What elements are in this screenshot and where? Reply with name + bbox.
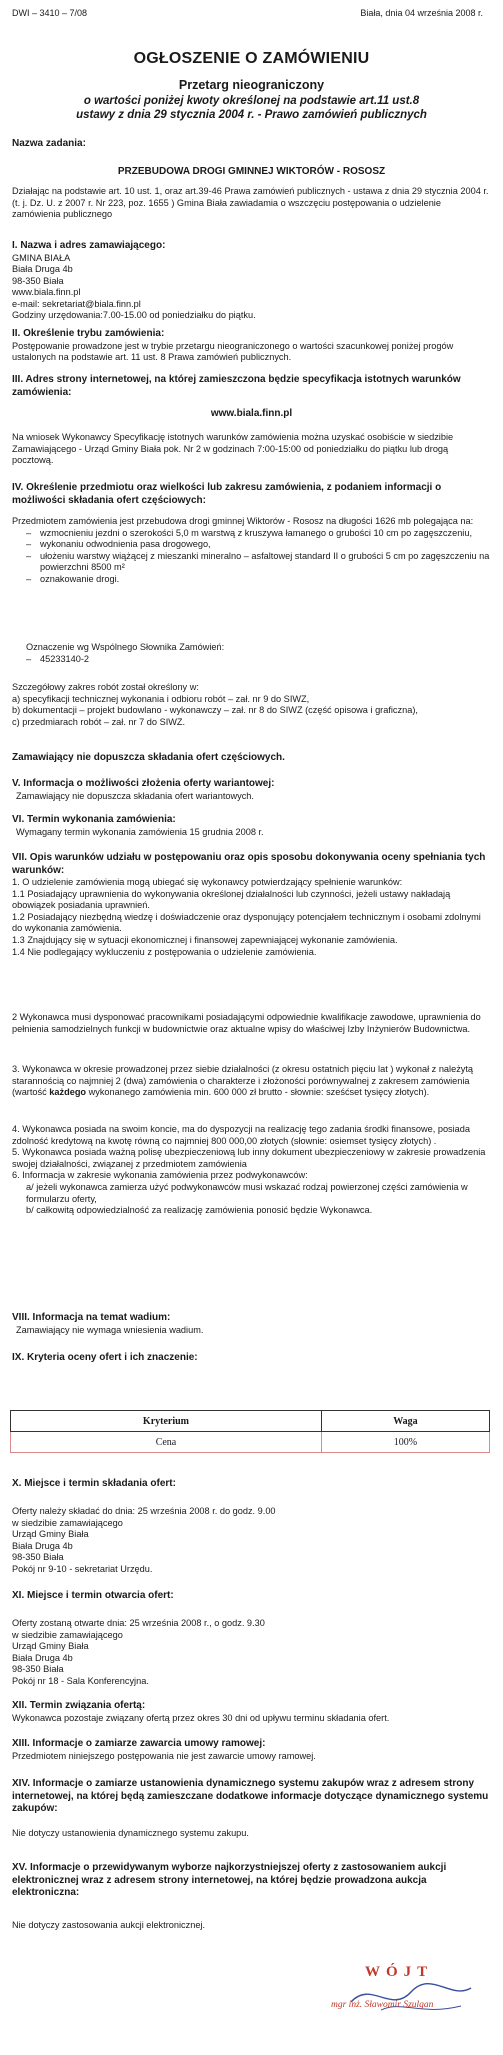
spec-url: www.biala.finn.pl bbox=[210, 408, 293, 419]
opening-street: Biała Druga 4b bbox=[12, 1652, 73, 1663]
section-4-body bbox=[12, 516, 491, 586]
legal-basis-line-1: o wartości poniżej kwoty określonej na podstawie art.11 ust.8 bbox=[83, 95, 420, 107]
section-5-text: Zamawiający nie dopuszcza składania ofert wariantowych. bbox=[16, 790, 254, 801]
opening-city: 98-350 Biała bbox=[12, 1664, 64, 1675]
section-11 bbox=[12, 1590, 491, 1603]
official-name: mgr inż. Sławomir Szulgan bbox=[331, 2000, 434, 2010]
section-14-heading: XIV. Informacje o zamiarze ustanowienia dynamicznego systemu zakupów wraz z adresem strony internetowej, na której będą zamieszczane dodatkowe informacje dotyczące dynamicznego systemu zakupów: bbox=[12, 1778, 489, 1814]
scope-item: – oznakowanie drogi. bbox=[26, 574, 491, 586]
condition-3-text-a: 3. Wykonawca w okresie prowadzonej przez siebie działalności (z okresu ostatnich pięciu lat ) wykonał z należytą starannością co najmniej 2 (dwa) zamówienia o charakterze i złożoności porównywalnej z zakresem zamówienia (wartość bbox=[12, 1064, 474, 1098]
cpv-code: – 45233140-2 bbox=[26, 654, 491, 666]
section-11-body bbox=[12, 1618, 491, 1688]
condition-1-1: 1.1 Posiadający uprawnienia do wykonywania określonej działalności lub czynności, jeżeli ustawy nakładają obowiązek posiadania uprawnień. bbox=[12, 888, 451, 911]
section-2-text: Postępowanie prowadzone jest w trybie przetargu nieograniczonego o wartości szacunkowej poniżej progów ustalonych na podstawie art. 11 ust. 8 Prawa zamówień publicznych. bbox=[12, 340, 454, 363]
legal-basis-line-2: ustawy z dnia 29 stycznia 2004 r. - Prawo zamówień publicznych bbox=[76, 109, 427, 121]
task-section bbox=[12, 138, 491, 151]
section-5-heading: V. Informacja o możliwości złożenia oferty wariantowej: bbox=[12, 778, 275, 789]
section-15-text: Nie dotyczy zastosowania aukcji elektronicznej. bbox=[12, 1920, 206, 1930]
document-header bbox=[12, 8, 491, 22]
scope-intro: Przedmiotem zamówienia jest przebudowa drogi gminnej Wiktorów - Rososz na długości 1626 mb polegająca na: bbox=[12, 516, 474, 526]
section-10 bbox=[12, 1478, 491, 1491]
section-3-heading: III. Adres strony internetowej, na której zamieszczona będzie specyfikacja istotnych warunków zamówienia: bbox=[12, 374, 461, 398]
criteria-cell: Cena bbox=[11, 1432, 322, 1453]
weight-column-header: Waga bbox=[321, 1411, 489, 1432]
condition-6-b: b/ całkowitą odpowiedzialność za realizację zamówienia ponosić będzie Wykonawca. bbox=[26, 1205, 373, 1216]
section-2-heading: II. Określenie trybu zamówienia: bbox=[12, 328, 165, 339]
section-9-heading: IX. Kryteria oceny ofert i ich znaczenie: bbox=[12, 1352, 198, 1363]
condition-6-a: a/ jeżeli wykonawca zamierza użyć podwykonawców musi wskazać rodzaj powierzonej części zamówienia w formularzu oferty, bbox=[26, 1181, 468, 1204]
contractor-street: Biała Druga 4b bbox=[12, 264, 73, 275]
document-reference: DWI – 3410 – 7/08 bbox=[12, 8, 88, 18]
condition-4-6 bbox=[12, 1124, 491, 1217]
scope-item: – ułożeniu warstwy wiążącej z mieszanki mineralno – asfaltowej standard II o grubości 5 cm po zagęszczeniu na powierzchni 8500 m² bbox=[26, 551, 491, 574]
condition-4: 4. Wykonawca posiada na swoim koncie, ma do dyspozycji na realizację tego zadania środki finansowe, posiada zdolność kredytową na kwotę równą co najmniej 800 000,00 złotych (słownie: osiemset tysięcy złotych) . bbox=[12, 1124, 471, 1146]
section-6-heading: VI. Termin wykonania zamówienia: bbox=[12, 814, 176, 825]
section-12-heading: XII. Termin związania ofertą: bbox=[12, 1700, 146, 1711]
no-partial-offers: Zamawiający nie dopuszcza składania ofert częściowych. bbox=[12, 752, 285, 763]
offer-office: Urząd Gminy Biała bbox=[12, 1529, 89, 1540]
scope-item: – wykonaniu odwodnienia pasa drogowego, bbox=[26, 539, 491, 551]
condition-1-4: 1.4 Nie podlegający wykluczeniu z postępowania o udzielenie zamówienia. bbox=[12, 946, 317, 957]
cpv-label: Oznaczenie wg Wspólnego Słownika Zamówień: bbox=[26, 642, 225, 652]
cpv-list bbox=[12, 654, 491, 666]
scope-list bbox=[12, 528, 491, 586]
opening-place: w siedzibie zamawiającego bbox=[12, 1629, 123, 1640]
detail-item: a) specyfikacji technicznej wykonania i odbioru robót – zał. nr 9 do SIWZ, bbox=[12, 693, 310, 704]
section-13-heading: XIII. Informacje o zamiarze zawarcia umowy ramowej: bbox=[12, 1738, 266, 1749]
offer-deadline: Oferty należy składać do dnia: 25 września 2008 r. do godz. 9.00 bbox=[12, 1506, 276, 1516]
opening-date: Oferty zostaną otwarte dnia: 25 września 2008 r., o godz. 9.30 bbox=[12, 1618, 265, 1628]
section-1-heading: I. Nazwa i adres zamawiającego: bbox=[12, 240, 166, 251]
offer-city: 98-350 Biała bbox=[12, 1552, 64, 1563]
document-legal-basis bbox=[12, 94, 491, 122]
detail-intro: Szczegółowy zakres robót został określony w: bbox=[12, 682, 199, 692]
condition-6: 6. Informacja w zakresie wykonania zamówienia przez podwykonawców: bbox=[12, 1170, 308, 1181]
section-6 bbox=[12, 814, 491, 838]
task-name: PRZEBUDOWA DROGI GMINNEJ WIKTORÓW - ROSOSZ bbox=[117, 166, 386, 177]
section-15 bbox=[12, 1862, 491, 1900]
section-7-heading: VII. Opis warunków udziału w postępowaniu oraz opis sposobu dokonywania oceny spełniania tych warunków: bbox=[12, 852, 486, 876]
section-1 bbox=[12, 240, 491, 322]
condition-3-emphasis: każdego bbox=[49, 1087, 87, 1098]
signature-block bbox=[311, 1960, 481, 2030]
section-3-text: Na wniosek Wykonawcy Specyfikację istotnych warunków zamówienia można uzyskać osobiście w siedzibie Zamawiającego - Urząd Gminy Biała pok. Nr 2 w godzinach 7:00-15:00 od poniedziałku do piątku lub drogą pocztową. bbox=[12, 432, 454, 466]
task-intro: Działając na podstawie art. 10 ust. 1, oraz art.39-46 Prawa zamówień publicznych - ustawa z dnia 29 stycznia 2004 r.(t. j. Dz. U. z 2007 r. Nr 223, poz. 1655 ) Gmina Biała zawiadamia o wszczęciu postępowania o udzielenie zamówienia publicznego bbox=[12, 186, 489, 220]
section-8-heading: VIII. Informacja na temat wadium: bbox=[12, 1312, 171, 1323]
section-9 bbox=[12, 1352, 491, 1365]
section-6-text: Wymagany termin wykonania zamówienia 15 grudnia 2008 r. bbox=[16, 826, 264, 837]
stamp-title: WÓJT bbox=[365, 1964, 434, 1980]
section-14-text: Nie dotyczy ustanowienia dynamicznego systemu zakupu. bbox=[12, 1828, 249, 1838]
contractor-hours: Godziny urzędowania:7.00-15.00 od poniedziałku do piątku. bbox=[12, 310, 256, 321]
contractor-email: e-mail: sekretariat@biala.finn.pl bbox=[12, 298, 141, 309]
table-row bbox=[11, 1432, 490, 1453]
detail-block bbox=[12, 682, 491, 728]
detail-item: c) przedmiarach robót – zał. nr 7 do SIWZ. bbox=[12, 716, 186, 727]
document-subtitle: Przetarg nieograniczony bbox=[178, 78, 325, 92]
condition-1: 1. O udzielenie zamówienia mogą ubiegać się wykonawcy potwierdzający spełnienie warunków: bbox=[12, 877, 403, 887]
scope-item: – wzmocnieniu jezdni o szerokości 5,0 m warstwą z kruszywa łamanego o grubości 10 cm po zagęszczeniu, bbox=[26, 528, 491, 540]
offer-place: w siedzibie zamawiającego bbox=[12, 1517, 123, 1528]
criteria-table bbox=[10, 1410, 490, 1453]
cpv-block bbox=[12, 642, 491, 665]
contractor-website: www.biala.finn.pl bbox=[12, 287, 81, 298]
section-15-heading: XV. Informacje o przewidywanym wyborze najkorzystniejszej oferty z zastosowaniem aukcji elektronicznej wraz z adresem strony internetowej, na której będzie prowadzona aukcja elektroniczna: bbox=[12, 1862, 447, 1898]
criteria-column-header: Kryterium bbox=[11, 1411, 322, 1432]
document-date: Biała, dnia 04 września 2008 r. bbox=[360, 8, 483, 18]
section-4-heading: IV. Określenie przedmiotu oraz wielkości lub zakresu zamówienia, z podaniem informacji o możliwości składania ofert częściowych: bbox=[12, 482, 442, 506]
contractor-name: GMINA BIAŁA bbox=[12, 252, 71, 263]
condition-2: 2 Wykonawca musi dysponować pracownikami posiadającymi odpowiednie kwalifikacje zawodowe, uprawnienia do pełnienia samodzielnych funkcji w budownictwie oraz aktualne wpisy do właściwej Izby Inżynierów Budownictwa. bbox=[12, 1012, 481, 1034]
section-8-text: Zamawiający nie wymaga wniesienia wadium. bbox=[16, 1324, 204, 1335]
condition-5: 5. Wykonawca posiada ważną polisę ubezpieczeniową lub inny dokument ubezpieczeniowy w zakresie prowadzenia swojej działalności, związanej z przedmiotem zamówienia bbox=[12, 1147, 486, 1169]
condition-3 bbox=[12, 1064, 491, 1099]
section-3 bbox=[12, 374, 491, 399]
detail-item: b) dokumentacji – projekt budowlano - wykonawczy – zał. nr 8 do SIWZ (część opisowa i graficzna), bbox=[12, 705, 418, 716]
condition-1-2: 1.2 Posiadający niezbędną wiedzę i doświadczenie oraz dysponujący potencjałem technicznym i osobami zdolnymi do wykonania zamówienia. bbox=[12, 911, 481, 934]
section-2 bbox=[12, 328, 491, 364]
offer-street: Biała Druga 4b bbox=[12, 1540, 73, 1551]
section-13 bbox=[12, 1738, 491, 1762]
section-7 bbox=[12, 852, 491, 958]
section-12-text: Wykonawca pozostaje związany ofertą przez okres 30 dni od upływu terminu składania ofert. bbox=[12, 1712, 390, 1723]
document-title: OGŁOSZENIE O ZAMÓWIENIU bbox=[133, 50, 370, 67]
section-8 bbox=[12, 1312, 491, 1336]
opening-room: Pokój nr 18 - Sala Konferencyjna. bbox=[12, 1675, 149, 1686]
weight-cell: 100% bbox=[321, 1432, 489, 1453]
section-5 bbox=[12, 778, 491, 802]
opening-office: Urząd Gminy Biała bbox=[12, 1641, 89, 1652]
section-12 bbox=[12, 1700, 491, 1724]
section-14 bbox=[12, 1778, 491, 1816]
section-13-text: Przedmiotem niniejszego postępowania nie jest zawarcie umowy ramowej. bbox=[12, 1750, 316, 1761]
section-10-heading: X. Miejsce i termin składania ofert: bbox=[12, 1478, 176, 1489]
contractor-city: 98-350 Biała bbox=[12, 275, 64, 286]
section-10-body bbox=[12, 1506, 491, 1576]
section-4 bbox=[12, 482, 491, 507]
condition-3-text-b: wykonanego zamówienia min. 600 000 zł brutto - słownie: sześćset tysięcy złotych). bbox=[86, 1087, 430, 1098]
criteria-header-row bbox=[11, 1411, 490, 1432]
section-11-heading: XI. Miejsce i termin otwarcia ofert: bbox=[12, 1590, 174, 1601]
offer-room: Pokój nr 9-10 - sekretariat Urzędu. bbox=[12, 1563, 153, 1574]
task-label: Nazwa zadania: bbox=[12, 138, 86, 149]
condition-1-3: 1.3 Znajdujący się w sytuacji ekonomicznej i finansowej zapewniającej wykonanie zamówienia. bbox=[12, 934, 398, 945]
